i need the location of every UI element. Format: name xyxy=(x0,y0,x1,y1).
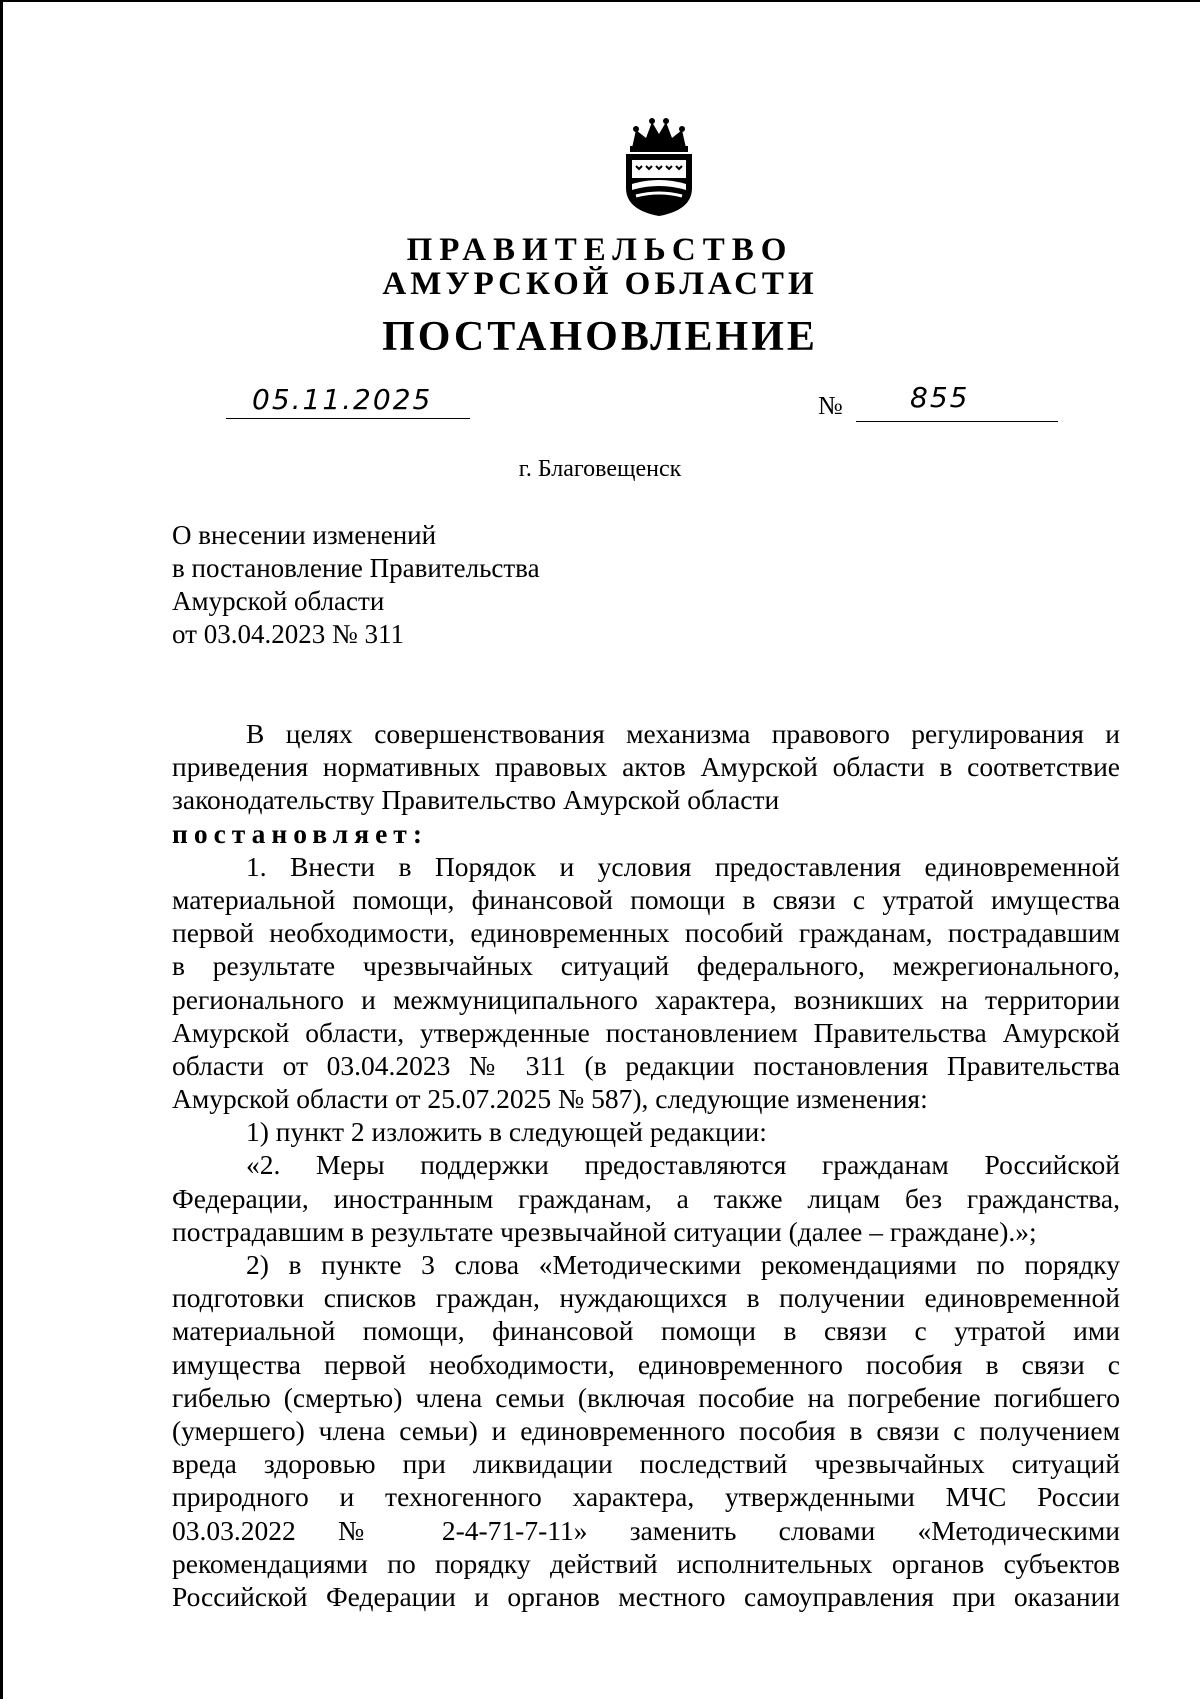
body-line: материальной помощи, финансовой помощи в связи с утратой ими xyxy=(172,1315,1120,1347)
subject-line: Амурской области xyxy=(172,586,385,616)
subject-line: от 03.04.2023 № 311 xyxy=(172,619,404,649)
body-line: В целях совершенствования механизма правового регулирования и xyxy=(246,718,1120,749)
subject-line: О внесении изменений xyxy=(172,520,437,550)
body-line: вреда здоровью при ликвидации последствий чрезвычайных ситуаций xyxy=(172,1448,1120,1480)
document-subject xyxy=(172,519,540,651)
body-line: пострадавшим в результате чрезвычайной ситуации (далее – граждане).»; xyxy=(172,1215,1037,1247)
body-line: гибелью (смертью) члена семьи (включая пособие на погребение погибшего xyxy=(172,1381,1120,1413)
date-underline xyxy=(226,418,470,419)
body-line: подготовки списков граждан, нуждающихся в получении единовременной xyxy=(172,1282,1120,1314)
body-line: Амурской области от 25.07.2025 № 587), следующие изменения: xyxy=(172,1083,928,1115)
body-line: в результате чрезвычайных ситуаций федерального, межрегионального, xyxy=(172,950,1120,982)
body-line: первой необходимости, единовременных пособий гражданам, пострадавшим xyxy=(172,917,1120,949)
city-label: г. Благовещенск xyxy=(518,456,682,482)
body-line: материальной помощи, финансовой помощи в связи с утратой имущества xyxy=(172,883,1120,915)
body-line: 1. Внести в Порядок и условия предоставления единовременной xyxy=(246,850,1120,882)
body-line: Российской Федерации и органов местного самоуправления при оказании xyxy=(172,1580,1120,1612)
body-line: законодательству Правительство Амурской области xyxy=(172,784,780,816)
government-title: ПРАВИТЕЛЬСТВО xyxy=(406,232,794,268)
body-line: Амурской области, утвержденные постановлением Правительства Амурской xyxy=(172,1016,1120,1048)
body-line: (умершего) члена семьи) и единовременного пособия в связи с получением xyxy=(172,1414,1120,1446)
document-type-title: ПОСТАНОВЛЕНИЕ xyxy=(382,314,818,360)
resolves-keyword: постановляет: xyxy=(172,817,428,849)
body-line: 2) в пункте 3 слова «Методическими рекомендациями по порядку xyxy=(246,1249,1120,1280)
body-line: 03.03.2022 № 2-4-71-7-11» заменить словами «Методическими xyxy=(172,1514,1120,1546)
handwritten-date: 05.11.2025 xyxy=(252,383,433,416)
body-line: рекомендациями по порядку действий исполнительных органов субъектов xyxy=(172,1547,1120,1579)
body-line: регионального и межмуниципального характера, возникших на территории xyxy=(172,983,1120,1015)
coat-of-arms-icon xyxy=(618,118,700,218)
body-line: Федерации, иностранным гражданам, а также лицам без гражданства, xyxy=(172,1182,1120,1214)
body-line: 1) пункт 2 изложить в следующей редакции: xyxy=(246,1116,767,1148)
number-underline xyxy=(856,421,1058,422)
subject-line: в постановление Правительства xyxy=(172,553,540,583)
document-body xyxy=(172,717,1120,1613)
body-line: природного и техногенного характера, утвержденными МЧС России xyxy=(172,1481,1120,1513)
body-line: имущества первой необходимости, единовременного пособия в связи с xyxy=(172,1348,1120,1380)
region-title: АМУРСКОЙ ОБЛАСТИ xyxy=(382,266,818,302)
number-sign: № xyxy=(818,391,843,420)
body-line: «2. Меры поддержки предоставляются гражданам Российской xyxy=(246,1149,1120,1181)
body-line: области от 03.04.2023 № 311 (в редакции постановления Правительства xyxy=(172,1049,1120,1081)
body-line: приведения нормативных правовых актов Амурской области в соответствие xyxy=(172,751,1120,783)
handwritten-number: 855 xyxy=(910,381,970,414)
